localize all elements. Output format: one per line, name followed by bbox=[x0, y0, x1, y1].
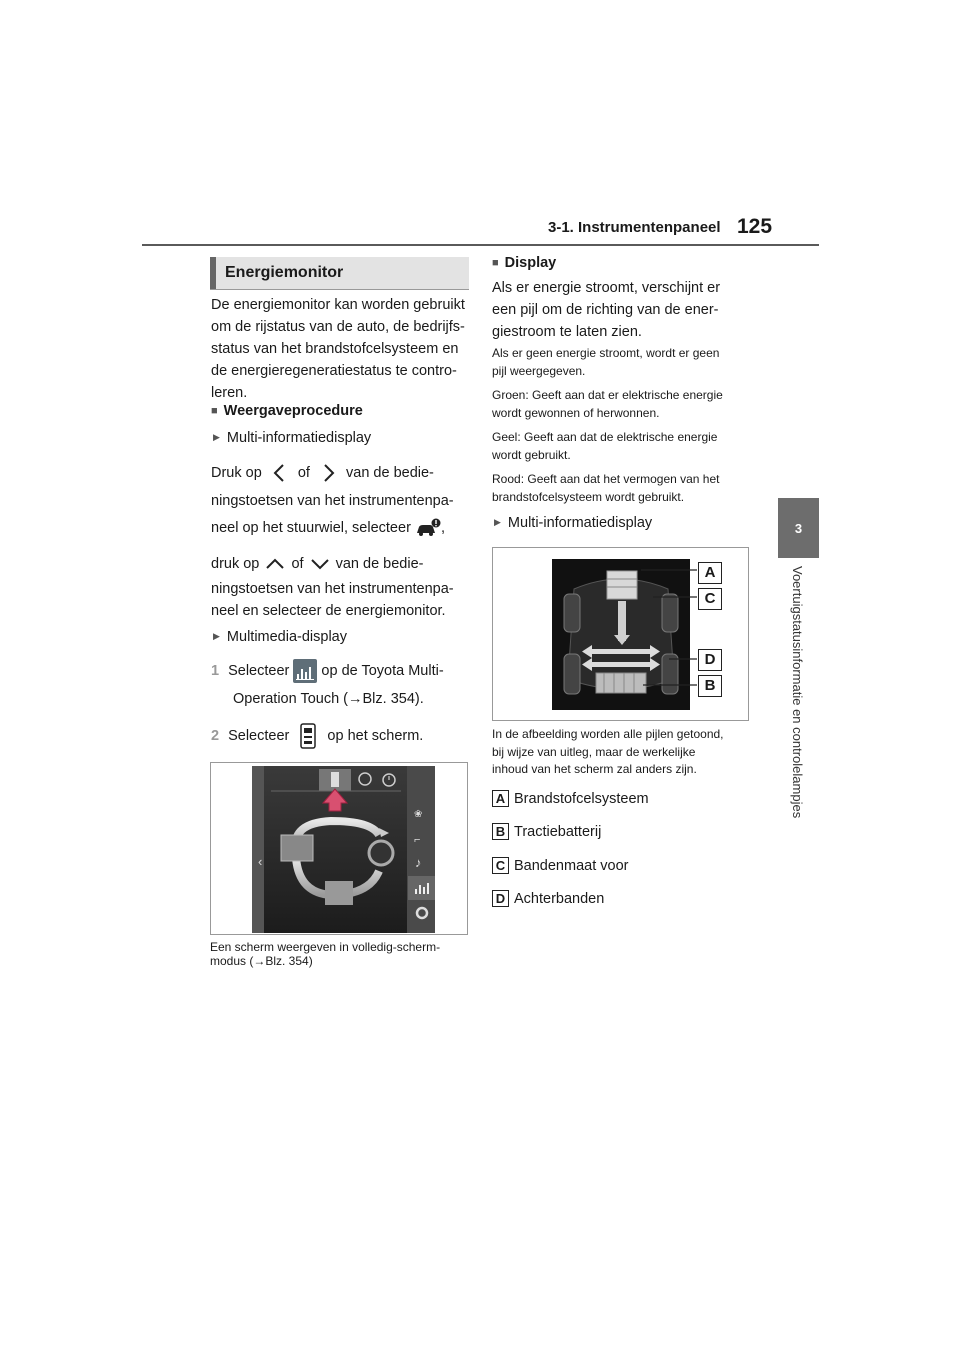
instruction-line-6: neel en selecteer de energiemonitor. bbox=[211, 603, 446, 619]
legend-letter: A bbox=[492, 790, 509, 807]
legend-item bbox=[492, 855, 628, 877]
text: neel op het stuurwiel, selecteer bbox=[211, 520, 411, 536]
text: Selecteer bbox=[228, 727, 290, 744]
note-line: Als er geen energie stroomt, wordt er geen bbox=[492, 346, 720, 360]
text: of bbox=[291, 556, 304, 572]
legend-letter: C bbox=[492, 857, 509, 874]
text: Druk op bbox=[211, 465, 262, 481]
note-line: brandstofcelsysteem wordt gebruikt. bbox=[492, 489, 685, 504]
note-no-flow bbox=[492, 345, 719, 380]
text: op het scherm. bbox=[327, 727, 424, 744]
caption-line: Een scherm weergeven in volledig-scherm- bbox=[210, 940, 441, 954]
subheading-display: ■ Display bbox=[492, 252, 556, 275]
note-green bbox=[492, 387, 723, 422]
energy-monitor-icon bbox=[293, 723, 323, 749]
note-line: wordt gebruikt. bbox=[492, 447, 571, 462]
instruction-line-4 bbox=[211, 553, 423, 575]
text: van de bedie- bbox=[335, 556, 424, 572]
chapter-title-text: Voertuigstatusinformatie en controlelampjes bbox=[790, 566, 805, 819]
callout-a: A bbox=[698, 562, 722, 584]
subheading-multimedia: ▶ Multimedia-display bbox=[213, 626, 347, 649]
figure-caption-left bbox=[210, 940, 440, 968]
intro-line: De energiemonitor kan worden gebruikt bbox=[211, 297, 465, 313]
music-note-icon bbox=[415, 855, 422, 870]
note-line: pijl weergegeven. bbox=[492, 363, 586, 378]
chevron-down-icon bbox=[308, 554, 332, 574]
paragraph-line: een pijl om de richting van de ener- bbox=[492, 302, 719, 318]
chapter-tab[interactable]: 3 bbox=[778, 498, 819, 558]
chapter-title bbox=[781, 566, 815, 866]
step-1-cont: Operation Touch (→Blz. 354). bbox=[233, 691, 424, 707]
legend-letter: B bbox=[492, 823, 509, 840]
svg-text:♪: ♪ bbox=[415, 855, 422, 870]
svg-text:❀: ❀ bbox=[414, 809, 423, 820]
instruction-line-5: ningstoetsen van het instrumentenpa- bbox=[211, 581, 454, 597]
legend-letter: D bbox=[492, 890, 509, 907]
subheading-multi-info: ▶ Multi-informatiedisplay bbox=[213, 427, 371, 450]
fan-icon bbox=[414, 809, 422, 820]
chevron-left-icon bbox=[266, 462, 294, 484]
step-number: 1 bbox=[211, 662, 220, 679]
note-line: Geel: Geeft aan dat de elektrische energie bbox=[492, 430, 718, 444]
step-1 bbox=[211, 659, 444, 683]
car-info-icon bbox=[415, 518, 441, 538]
legend-text: Bandenmaat voor bbox=[514, 858, 629, 874]
energy-bars-icon bbox=[293, 659, 317, 683]
intro-line: leren. bbox=[211, 385, 248, 401]
caption-line: bij wijze van uitleg, maar de werkelijke bbox=[492, 744, 696, 759]
section-heading: Energiemonitor bbox=[210, 257, 469, 289]
paragraph-line: Als er energie stroomt, verschijnt er bbox=[492, 280, 721, 296]
header-rule bbox=[142, 244, 819, 246]
legend-text: Achterbanden bbox=[514, 891, 605, 907]
energy-monitor-figure bbox=[492, 547, 749, 721]
intro-line: status van het brandstofcelsysteem en bbox=[211, 341, 459, 357]
legend-item bbox=[492, 788, 649, 810]
chevron-right-icon bbox=[314, 462, 342, 484]
callout-b: B bbox=[698, 675, 722, 697]
text: of bbox=[297, 465, 310, 481]
intro-line: om de rijstatus van de auto, de bedrijfs- bbox=[211, 319, 465, 335]
instruction-line-1 bbox=[211, 462, 434, 484]
multimedia-screen-figure bbox=[210, 762, 468, 935]
intro-paragraph bbox=[211, 294, 465, 404]
seat-icon bbox=[414, 834, 420, 846]
text: Selecteer bbox=[228, 662, 290, 679]
fuel-cell-screen-icon bbox=[331, 772, 339, 787]
subheading-multi-info-right: ▶ Multi-informatiedisplay bbox=[494, 512, 652, 535]
section-rule bbox=[210, 289, 469, 290]
figure-caption-right bbox=[492, 726, 724, 779]
instruction-line-3 bbox=[211, 517, 445, 539]
legend-text: Tractiebatterij bbox=[514, 824, 602, 840]
caption-line: In de afbeelding worden alle pijlen getoond, bbox=[492, 727, 724, 741]
page-number: 125 bbox=[737, 215, 773, 238]
text: op de Toyota Multi- bbox=[321, 662, 444, 679]
paragraph-line: giestroom te laten zien. bbox=[492, 324, 642, 340]
note-line: wordt gewonnen of herwonnen. bbox=[492, 405, 660, 420]
multimedia-screen-illustration bbox=[211, 763, 467, 934]
instruction-line-2: ningstoetsen van het instrumentenpa- bbox=[211, 493, 454, 509]
intro-line: de energieregeneratiestatus te contro- bbox=[211, 363, 457, 379]
chevron-up-icon bbox=[263, 554, 287, 574]
back-arrow: ‹ bbox=[258, 854, 263, 869]
note-line: Rood: Geeft aan dat het vermogen van het bbox=[492, 472, 720, 486]
step-number: 2 bbox=[211, 727, 220, 744]
legend-text: Brandstofcelsysteem bbox=[514, 791, 649, 807]
note-line: Groen: Geeft aan dat er elektrische energie bbox=[492, 388, 723, 402]
step-2 bbox=[211, 723, 423, 749]
display-paragraph bbox=[492, 277, 720, 343]
callout-d: D bbox=[698, 649, 722, 671]
text: van de bedie- bbox=[346, 465, 434, 481]
legend-item bbox=[492, 888, 604, 910]
caption-line: modus (→Blz. 354) bbox=[210, 954, 313, 968]
subheading-procedure: ■ Weergaveprocedure bbox=[211, 400, 363, 423]
text: , bbox=[440, 520, 445, 536]
callout-c: C bbox=[698, 588, 722, 610]
caption-line: inhoud van het scherm zal anders zijn. bbox=[492, 762, 697, 776]
note-red bbox=[492, 471, 719, 506]
note-yellow bbox=[492, 429, 717, 464]
section-title: 3-1. Instrumentenpaneel bbox=[548, 219, 721, 236]
legend-item bbox=[492, 821, 601, 843]
text: druk op bbox=[211, 556, 260, 572]
svg-text:⌐: ⌐ bbox=[414, 834, 421, 846]
